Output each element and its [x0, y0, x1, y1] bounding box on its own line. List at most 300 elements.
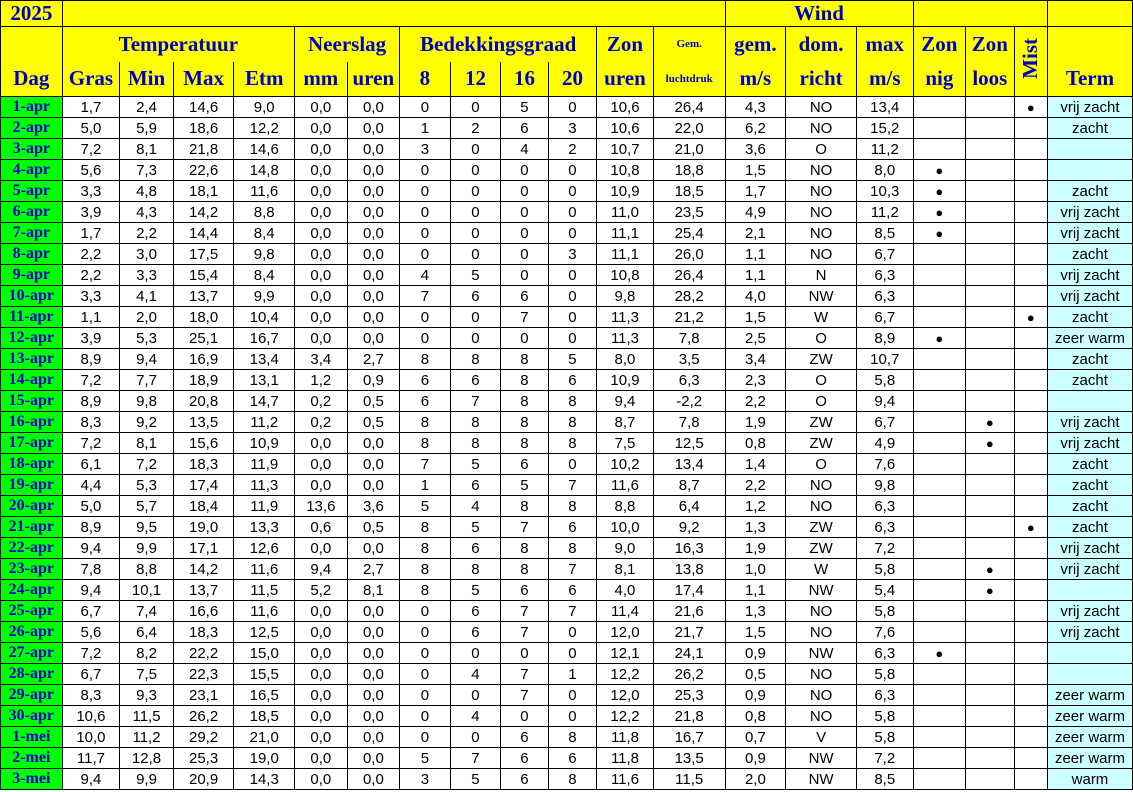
neerslag-uren-cell: 2,7 — [347, 349, 400, 370]
zon-uren-cell: 11,6 — [597, 769, 654, 790]
bedekking-8-cell: 0 — [400, 727, 451, 748]
bedekking-16-cell: 6 — [501, 454, 548, 475]
zonnig-cell — [913, 538, 966, 559]
max-cell: 26,2 — [173, 706, 234, 727]
gras-cell: 9,4 — [62, 538, 120, 559]
zonloos-cell — [966, 643, 1015, 664]
day-cell: 27-apr — [1, 643, 63, 664]
zon-uren-cell: 8,0 — [597, 349, 654, 370]
wind-max-cell: 10,7 — [856, 349, 913, 370]
bedekking-16-cell: 0 — [501, 265, 548, 286]
bedekking-16-cell: 6 — [501, 118, 548, 139]
table-row — [1, 328, 1133, 349]
max-cell: 22,6 — [173, 160, 234, 181]
luchtdruk-cell: 13,4 — [653, 454, 725, 475]
gras-cell: 7,2 — [62, 139, 120, 160]
table-row — [1, 769, 1133, 790]
term-cell — [1047, 664, 1132, 685]
max-cell: 13,7 — [173, 580, 234, 601]
wind-richt-cell: V — [786, 727, 857, 748]
zonloos-cell — [966, 328, 1015, 349]
mist-header-label: Mist — [1018, 38, 1043, 79]
wind-max-unit-header: m/s — [856, 62, 913, 97]
mist-cell — [1014, 664, 1047, 685]
wind-richt-cell: NO — [786, 202, 857, 223]
term-cell: vrij zacht — [1047, 433, 1132, 454]
neerslag-uren-cell: 0,0 — [347, 118, 400, 139]
wind-dom-header: dom. — [786, 27, 857, 62]
bedekking-20-cell: 0 — [548, 685, 597, 706]
term-cell — [1047, 160, 1132, 181]
bedekking-20-cell: 0 — [548, 265, 597, 286]
day-cell: 26-apr — [1, 622, 63, 643]
data-rows — [1, 97, 1133, 790]
wind-max-cell: 8,5 — [856, 223, 913, 244]
zon-uren-cell: 4,0 — [597, 580, 654, 601]
gras-cell: 5,6 — [62, 160, 120, 181]
zon-uren-cell: 10,8 — [597, 160, 654, 181]
day-cell: 7-apr — [1, 223, 63, 244]
term-cell — [1047, 643, 1132, 664]
zon-uren-cell: 11,4 — [597, 601, 654, 622]
etm-cell: 11,2 — [234, 412, 295, 433]
luchtdruk-cell: 26,4 — [653, 97, 725, 118]
bedekking-12-cell: 5 — [450, 454, 501, 475]
min-cell: 12,8 — [120, 748, 174, 769]
wind-max-cell: 7,2 — [856, 748, 913, 769]
mist-cell — [1014, 370, 1047, 391]
gem-luchtdruk-header: Gem. — [653, 27, 725, 62]
bedekking-8-cell: 7 — [400, 286, 451, 307]
neerslag-uren-cell: 2,7 — [347, 559, 400, 580]
etm-cell: 18,5 — [234, 706, 295, 727]
day-cell: 10-apr — [1, 286, 63, 307]
bedekking-8-cell: 8 — [400, 538, 451, 559]
zonnig-cell — [913, 475, 966, 496]
zonloos-cell — [966, 202, 1015, 223]
luchtdruk-cell: 21,6 — [653, 601, 725, 622]
gras-cell: 8,9 — [62, 349, 120, 370]
term-cell: vrij zacht — [1047, 412, 1132, 433]
etm-cell: 8,4 — [234, 265, 295, 286]
max-cell: 18,3 — [173, 454, 234, 475]
table-row — [1, 307, 1133, 328]
zon-uren-cell: 10,8 — [597, 265, 654, 286]
table-row — [1, 118, 1133, 139]
zon-uren-cell: 9,8 — [597, 286, 654, 307]
neerslag-uren-cell: 0,0 — [347, 475, 400, 496]
luchtdruk-cell: 12,5 — [653, 433, 725, 454]
wind-gem-cell: 1,5 — [725, 622, 786, 643]
mist-cell — [1014, 538, 1047, 559]
day-cell: 28-apr — [1, 664, 63, 685]
zonnig-cell — [913, 118, 966, 139]
wind-max-cell: 6,3 — [856, 517, 913, 538]
mist-cell — [1014, 748, 1047, 769]
day-cell: 15-apr — [1, 391, 63, 412]
temperatuur-header: Temperatuur — [62, 27, 294, 62]
bedekking-8-cell: 0 — [400, 223, 451, 244]
bedekking-12-cell: 7 — [450, 391, 501, 412]
bedekking-20-cell: 3 — [548, 118, 597, 139]
max-cell: 22,3 — [173, 664, 234, 685]
luchtdruk-cell: 6,3 — [653, 370, 725, 391]
max-cell: 15,6 — [173, 433, 234, 454]
max-cell: 20,9 — [173, 769, 234, 790]
zon-uren-cell: 12,2 — [597, 664, 654, 685]
zon-uren-cell: 10,6 — [597, 97, 654, 118]
min-cell: 2,4 — [120, 97, 174, 118]
neerslag-uren-cell: 0,0 — [347, 97, 400, 118]
neerslag-uren-cell: 0,0 — [347, 454, 400, 475]
etm-cell: 14,8 — [234, 160, 295, 181]
wind-gem-cell: 1,5 — [725, 307, 786, 328]
zon-uren-cell: 12,0 — [597, 685, 654, 706]
zonnig-header-top: Zon — [913, 27, 966, 62]
zon-uren-cell: 10,0 — [597, 517, 654, 538]
mist-cell: ● — [1014, 97, 1047, 118]
zonnig-cell — [913, 286, 966, 307]
bedekking-20-cell: 6 — [548, 580, 597, 601]
table-row — [1, 349, 1133, 370]
etm-cell: 15,0 — [234, 643, 295, 664]
luchtdruk-cell: 26,0 — [653, 244, 725, 265]
table-row — [1, 391, 1133, 412]
wind-richt-cell: NO — [786, 706, 857, 727]
bedekking-20-cell: 8 — [548, 538, 597, 559]
wind-richt-cell: NO — [786, 118, 857, 139]
table-row — [1, 538, 1133, 559]
bedekking-20-cell: 0 — [548, 223, 597, 244]
zonnig-cell: ● — [913, 328, 966, 349]
wind-richt-cell: NO — [786, 97, 857, 118]
bedekking-8-cell: 4 — [400, 265, 451, 286]
zonnig-cell — [913, 727, 966, 748]
wind-gem-cell: 0,9 — [725, 685, 786, 706]
wind-richt-cell: NO — [786, 223, 857, 244]
bedekking-12-cell: 4 — [450, 664, 501, 685]
mist-cell — [1014, 349, 1047, 370]
wind-gem-cell: 1,9 — [725, 412, 786, 433]
wind-max-cell: 11,2 — [856, 202, 913, 223]
term-cell — [1047, 391, 1132, 412]
zonloos-cell: ● — [966, 559, 1015, 580]
wind-gem-cell: 1,1 — [725, 265, 786, 286]
zon-uren-cell: 11,8 — [597, 727, 654, 748]
wind-richt-cell: W — [786, 559, 857, 580]
gras-cell: 8,9 — [62, 391, 120, 412]
zonloos-cell — [966, 727, 1015, 748]
neerslag-uren-cell: 0,0 — [347, 244, 400, 265]
term-cell: zacht — [1047, 181, 1132, 202]
mist-cell — [1014, 580, 1047, 601]
bedekking-12-cell: 8 — [450, 412, 501, 433]
neerslag-mm-cell: 0,0 — [295, 622, 348, 643]
zonloos-header: loos — [966, 62, 1015, 97]
luchtdruk-cell: 26,2 — [653, 664, 725, 685]
zonnig-cell — [913, 664, 966, 685]
neerslag-uren-header: uren — [347, 62, 400, 97]
wind-gem-cell: 0,8 — [725, 433, 786, 454]
term-header: Term — [1047, 62, 1132, 97]
day-cell: 14-apr — [1, 370, 63, 391]
bedekking-20-cell: 8 — [548, 496, 597, 517]
day-cell: 11-apr — [1, 307, 63, 328]
neerslag-uren-cell: 0,0 — [347, 433, 400, 454]
zon-uren-cell: 10,9 — [597, 181, 654, 202]
bedekking-12-cell: 0 — [450, 244, 501, 265]
bedekking-20-cell: 2 — [548, 139, 597, 160]
bedekking-20-cell: 6 — [548, 748, 597, 769]
zonloos-cell — [966, 622, 1015, 643]
max-cell: 25,3 — [173, 748, 234, 769]
neerslag-uren-cell: 0,0 — [347, 538, 400, 559]
table-row — [1, 559, 1133, 580]
zon-uren-cell: 11,3 — [597, 328, 654, 349]
bedekking-16-cell: 7 — [501, 664, 548, 685]
bedekking-8-cell: 1 — [400, 118, 451, 139]
day-cell: 17-apr — [1, 433, 63, 454]
bedekking-8-cell: 0 — [400, 664, 451, 685]
mist-cell — [1014, 181, 1047, 202]
neerslag-uren-cell: 8,1 — [347, 580, 400, 601]
min-cell: 7,4 — [120, 601, 174, 622]
wind-richt-cell: NO — [786, 496, 857, 517]
neerslag-mm-cell: 1,2 — [295, 370, 348, 391]
etm-cell: 11,6 — [234, 181, 295, 202]
etm-cell: 11,3 — [234, 475, 295, 496]
bedekking-16-cell: 8 — [501, 349, 548, 370]
luchtdruk-cell: 23,5 — [653, 202, 725, 223]
neerslag-mm-cell: 0,2 — [295, 412, 348, 433]
wind-richt-cell: NO — [786, 622, 857, 643]
zon-uren-cell: 9,4 — [597, 391, 654, 412]
wind-gem-cell: 2,2 — [725, 391, 786, 412]
max-header: Max — [173, 62, 234, 97]
bedekking-12-cell: 8 — [450, 349, 501, 370]
bedekking-16-cell: 8 — [501, 412, 548, 433]
bedekking-20-cell: 6 — [548, 517, 597, 538]
neerslag-uren-cell: 0,0 — [347, 286, 400, 307]
bedekking-16-cell: 6 — [501, 580, 548, 601]
wind-richt-cell: O — [786, 391, 857, 412]
max-cell: 18,4 — [173, 496, 234, 517]
term-cell — [1047, 139, 1132, 160]
etm-cell: 9,0 — [234, 97, 295, 118]
etm-cell: 15,5 — [234, 664, 295, 685]
gras-cell: 7,2 — [62, 643, 120, 664]
max-cell: 23,1 — [173, 685, 234, 706]
wind-richt-cell: ZW — [786, 412, 857, 433]
mist-cell — [1014, 286, 1047, 307]
bedekking-20-cell: 0 — [548, 160, 597, 181]
max-cell: 16,9 — [173, 349, 234, 370]
max-cell: 17,1 — [173, 538, 234, 559]
max-cell: 13,7 — [173, 286, 234, 307]
zon-uren-cell: 10,2 — [597, 454, 654, 475]
wind-max-cell: 5,8 — [856, 559, 913, 580]
gras-cell: 9,4 — [62, 580, 120, 601]
min-cell: 9,4 — [120, 349, 174, 370]
day-cell: 23-apr — [1, 559, 63, 580]
day-cell: 1-apr — [1, 97, 63, 118]
min-cell: 3,3 — [120, 265, 174, 286]
neerslag-uren-cell: 3,6 — [347, 496, 400, 517]
mist-cell — [1014, 265, 1047, 286]
bedekking-20-cell: 8 — [548, 433, 597, 454]
table-row — [1, 433, 1133, 454]
luchtdruk-cell: 22,0 — [653, 118, 725, 139]
wind-gem-header: gem. — [725, 27, 786, 62]
table-row — [1, 370, 1133, 391]
etm-cell: 13,1 — [234, 370, 295, 391]
max-cell: 21,8 — [173, 139, 234, 160]
bedekking-20-cell: 1 — [548, 664, 597, 685]
gras-cell: 1,7 — [62, 97, 120, 118]
wind-gem-cell: 1,9 — [725, 538, 786, 559]
wind-max-cell: 6,3 — [856, 286, 913, 307]
mist-cell — [1014, 769, 1047, 790]
wind-max-cell: 7,6 — [856, 622, 913, 643]
zonloos-cell — [966, 664, 1015, 685]
bedekking-16-cell: 8 — [501, 496, 548, 517]
table-row — [1, 202, 1133, 223]
wind-richt-cell: ZW — [786, 538, 857, 559]
bedekking-16-header: 16 — [501, 62, 548, 97]
bedekking-12-cell: 0 — [450, 139, 501, 160]
wind-gem-cell: 2,0 — [725, 769, 786, 790]
wind-richt-header: richt — [786, 62, 857, 97]
luchtdruk-cell: 18,8 — [653, 160, 725, 181]
bedekking-8-cell: 0 — [400, 181, 451, 202]
gras-cell: 3,3 — [62, 286, 120, 307]
luchtdruk-cell: 26,4 — [653, 265, 725, 286]
term-cell: zacht — [1047, 370, 1132, 391]
term-cell: vrij zacht — [1047, 622, 1132, 643]
zonloos-cell — [966, 538, 1015, 559]
zonloos-cell — [966, 685, 1015, 706]
min-cell: 11,5 — [120, 706, 174, 727]
min-cell: 5,7 — [120, 496, 174, 517]
max-cell: 18,3 — [173, 622, 234, 643]
zonnig-cell — [913, 580, 966, 601]
neerslag-uren-cell: 0,0 — [347, 202, 400, 223]
bedekking-8-cell: 6 — [400, 391, 451, 412]
bedekking-12-cell: 0 — [450, 328, 501, 349]
bedekking-8-cell: 7 — [400, 454, 451, 475]
etm-cell: 11,6 — [234, 601, 295, 622]
bedekking-8-cell: 0 — [400, 202, 451, 223]
day-cell: 29-apr — [1, 685, 63, 706]
max-cell: 22,2 — [173, 643, 234, 664]
bedekking-20-cell: 0 — [548, 706, 597, 727]
luchtdruk-cell: 21,8 — [653, 706, 725, 727]
bedekking-8-cell: 3 — [400, 769, 451, 790]
luchtdruk-cell: 8,7 — [653, 475, 725, 496]
etm-cell: 16,7 — [234, 328, 295, 349]
day-cell: 1-mei — [1, 727, 63, 748]
wind-max-cell: 13,4 — [856, 97, 913, 118]
neerslag-mm-cell: 0,0 — [295, 286, 348, 307]
mist-cell — [1014, 160, 1047, 181]
zonnig-cell — [913, 433, 966, 454]
luchtdruk-cell: 3,5 — [653, 349, 725, 370]
bedekking-20-cell: 0 — [548, 643, 597, 664]
gras-cell: 3,9 — [62, 202, 120, 223]
max-cell: 20,8 — [173, 391, 234, 412]
mist-cell — [1014, 454, 1047, 475]
wind-gem-cell: 1,1 — [725, 580, 786, 601]
bedekking-8-cell: 0 — [400, 307, 451, 328]
wind-max-cell: 15,2 — [856, 118, 913, 139]
gras-cell: 7,8 — [62, 559, 120, 580]
bedekking-8-cell: 0 — [400, 643, 451, 664]
zonloos-cell: ● — [966, 412, 1015, 433]
zonloos-cell — [966, 118, 1015, 139]
zonnig-cell: ● — [913, 643, 966, 664]
zon-uren-cell: 8,8 — [597, 496, 654, 517]
neerslag-mm-cell: 0,0 — [295, 706, 348, 727]
bedekking-12-cell: 6 — [450, 601, 501, 622]
zon-uren-cell: 9,0 — [597, 538, 654, 559]
luchtdruk-cell: 13,5 — [653, 748, 725, 769]
bedekking-8-cell: 0 — [400, 160, 451, 181]
zonloos-cell — [966, 517, 1015, 538]
wind-gem-cell: 2,5 — [725, 328, 786, 349]
zonnig-cell — [913, 97, 966, 118]
luchtdruk-cell: -2,2 — [653, 391, 725, 412]
bedekking-20-cell: 0 — [548, 328, 597, 349]
wind-max-cell: 11,2 — [856, 139, 913, 160]
etm-cell: 13,3 — [234, 517, 295, 538]
wind-richt-cell: O — [786, 454, 857, 475]
zon-uren-cell: 11,1 — [597, 223, 654, 244]
day-cell: 19-apr — [1, 475, 63, 496]
neerslag-mm-cell: 0,0 — [295, 328, 348, 349]
bedekking-12-cell: 0 — [450, 307, 501, 328]
day-cell: 18-apr — [1, 454, 63, 475]
mist-cell: ● — [1014, 307, 1047, 328]
bedekking-20-cell: 8 — [548, 391, 597, 412]
bedekking-12-cell: 4 — [450, 706, 501, 727]
zonloos-cell — [966, 307, 1015, 328]
etm-cell: 11,6 — [234, 559, 295, 580]
neerslag-mm-cell: 0,0 — [295, 202, 348, 223]
neerslag-mm-cell: 0,0 — [295, 643, 348, 664]
etm-cell: 14,7 — [234, 391, 295, 412]
max-cell: 13,5 — [173, 412, 234, 433]
wind-richt-cell: O — [786, 370, 857, 391]
gras-header: Gras — [62, 62, 120, 97]
zon-uren-cell: 12,0 — [597, 622, 654, 643]
neerslag-mm-cell: 0,0 — [295, 748, 348, 769]
wind-richt-cell: O — [786, 328, 857, 349]
dag-header-blank — [1, 27, 63, 62]
term-header-blank — [1047, 27, 1132, 62]
wind-max-cell: 7,6 — [856, 454, 913, 475]
neerslag-mm-cell: 0,0 — [295, 601, 348, 622]
wind-gem-unit-header: m/s — [725, 62, 786, 97]
wind-richt-cell: N — [786, 265, 857, 286]
etm-cell: 14,6 — [234, 139, 295, 160]
wind-header: Wind — [725, 1, 913, 27]
wind-gem-cell: 4,0 — [725, 286, 786, 307]
neerslag-uren-cell: 0,0 — [347, 622, 400, 643]
wind-max-cell: 5,8 — [856, 601, 913, 622]
neerslag-uren-cell: 0,0 — [347, 139, 400, 160]
table-row — [1, 496, 1133, 517]
zonnig-cell — [913, 244, 966, 265]
